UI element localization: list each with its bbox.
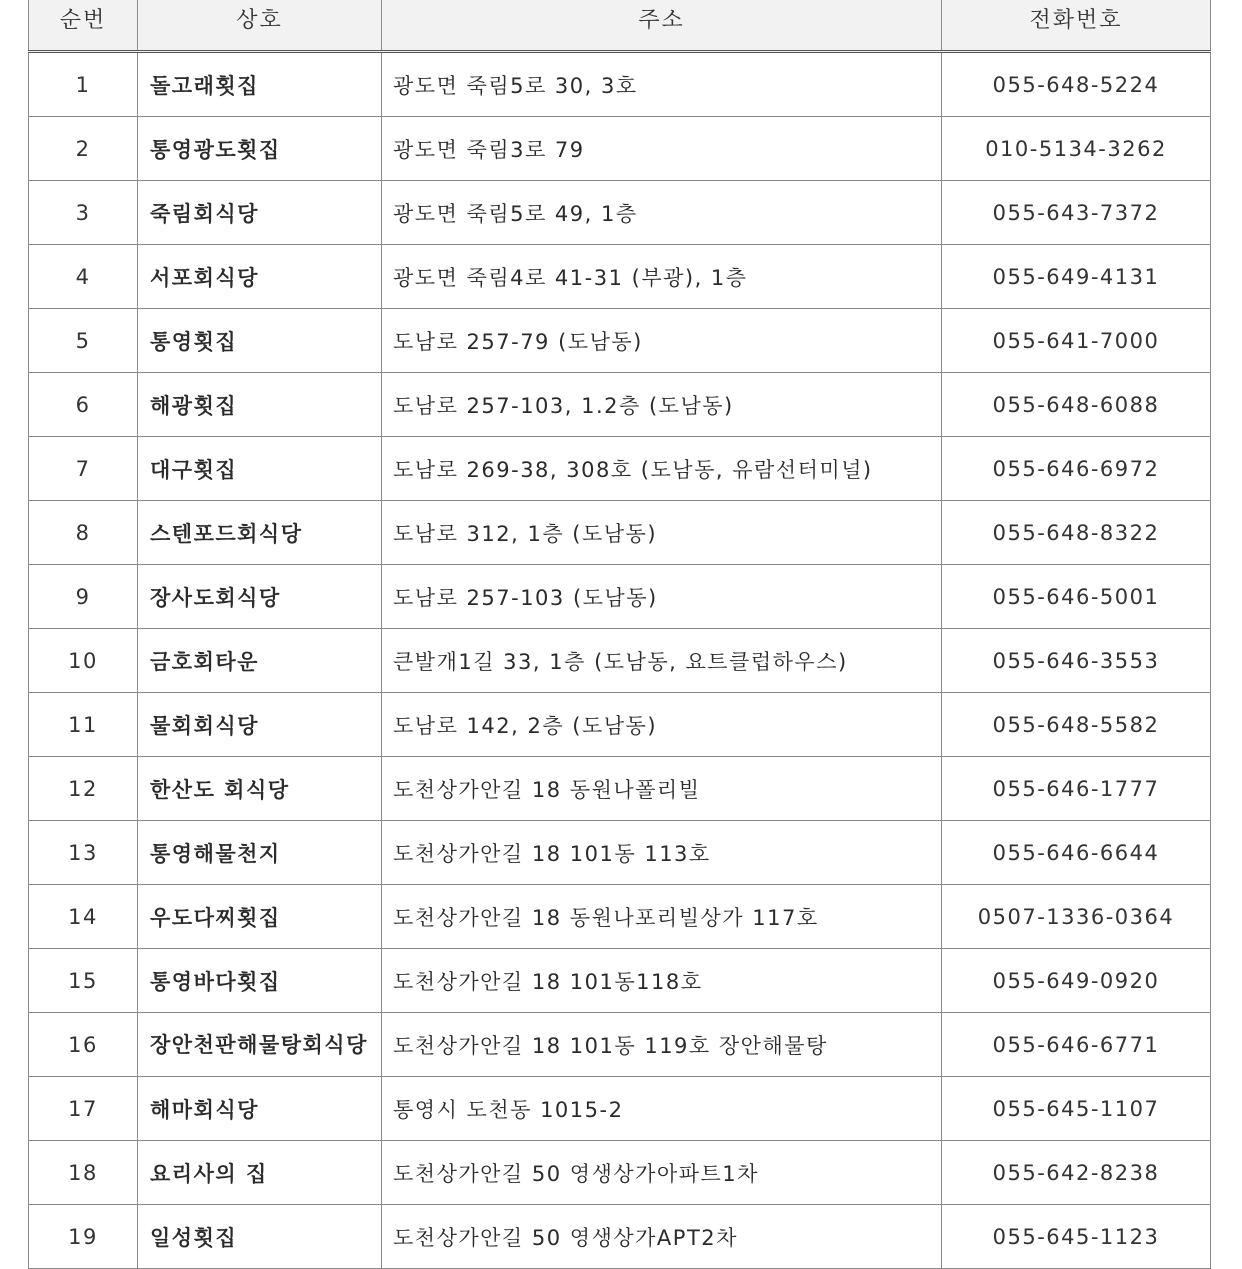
- row-phone: 055-649-4131: [942, 245, 1211, 309]
- row-name: 스텐포드회식당: [138, 501, 382, 565]
- row-address: 도천상가안길 18 101동 113호: [382, 821, 942, 885]
- row-number: 6: [29, 373, 138, 437]
- table-row: [29, 949, 1211, 1013]
- row-name: 통영횟집: [138, 309, 382, 373]
- table-row: [29, 629, 1211, 693]
- row-address: 큰발개1길 33, 1층 (도남동, 요트클럽하우스): [382, 629, 942, 693]
- row-name: 물회회식당: [138, 693, 382, 757]
- row-number: 9: [29, 565, 138, 629]
- row-name: 해마회식당: [138, 1077, 382, 1141]
- row-phone: 055-649-0920: [942, 949, 1211, 1013]
- table-row: [29, 117, 1211, 181]
- row-name: 대구횟집: [138, 437, 382, 501]
- row-address: 도천상가안길 50 영생상가아파트1차: [382, 1141, 942, 1205]
- table-row: [29, 437, 1211, 501]
- row-number: 5: [29, 309, 138, 373]
- row-phone: 010-5134-3262: [942, 117, 1211, 181]
- row-number: 7: [29, 437, 138, 501]
- row-address: 도남로 257-79 (도남동): [382, 309, 942, 373]
- row-address: 도천상가안길 18 101동118호: [382, 949, 942, 1013]
- row-number: 2: [29, 117, 138, 181]
- row-name: 금호회타운: [138, 629, 382, 693]
- table-row: [29, 181, 1211, 245]
- row-phone: 055-645-1123: [942, 1205, 1211, 1269]
- row-number: 19: [29, 1205, 138, 1269]
- row-number: 8: [29, 501, 138, 565]
- restaurant-list-sheet: [28, 0, 1210, 1269]
- table-row: [29, 757, 1211, 821]
- table-row: [29, 565, 1211, 629]
- row-phone: 055-646-5001: [942, 565, 1211, 629]
- row-phone: 055-646-6644: [942, 821, 1211, 885]
- row-number: 10: [29, 629, 138, 693]
- row-phone: 055-648-8322: [942, 501, 1211, 565]
- row-address: 광도면 죽림5로 30, 3호: [382, 52, 942, 117]
- row-name: 돌고래횟집: [138, 52, 382, 117]
- row-number: 16: [29, 1013, 138, 1077]
- table-row: [29, 52, 1211, 117]
- row-name: 장안천판해물탕회식당: [138, 1013, 382, 1077]
- header-no: 순번: [29, 0, 138, 52]
- row-address: 도남로 142, 2층 (도남동): [382, 693, 942, 757]
- row-phone: 055-646-6771: [942, 1013, 1211, 1077]
- row-phone: 055-641-7000: [942, 309, 1211, 373]
- row-name: 통영광도횟집: [138, 117, 382, 181]
- row-name: 죽림회식당: [138, 181, 382, 245]
- table-row: [29, 693, 1211, 757]
- row-number: 3: [29, 181, 138, 245]
- row-phone: 055-642-8238: [942, 1141, 1211, 1205]
- table-row: [29, 1013, 1211, 1077]
- row-name: 한산도 회식당: [138, 757, 382, 821]
- row-name: 장사도회식당: [138, 565, 382, 629]
- row-phone: 055-646-6972: [942, 437, 1211, 501]
- row-number: 15: [29, 949, 138, 1013]
- row-number: 12: [29, 757, 138, 821]
- row-address: 도남로 257-103 (도남동): [382, 565, 942, 629]
- row-address: 도천상가안길 18 101동 119호 장안해물탕: [382, 1013, 942, 1077]
- row-name: 통영해물천지: [138, 821, 382, 885]
- row-name: 서포회식당: [138, 245, 382, 309]
- header-address: 주소: [382, 0, 942, 52]
- row-name: 우도다찌횟집: [138, 885, 382, 949]
- row-phone: 055-646-3553: [942, 629, 1211, 693]
- row-phone: 055-648-5582: [942, 693, 1211, 757]
- header-phone: 전화번호: [942, 0, 1211, 52]
- table-row: [29, 1141, 1211, 1205]
- row-address: 광도면 죽림5로 49, 1층: [382, 181, 942, 245]
- row-phone: 0507-1336-0364: [942, 885, 1211, 949]
- row-number: 13: [29, 821, 138, 885]
- row-number: 11: [29, 693, 138, 757]
- row-phone: 055-646-1777: [942, 757, 1211, 821]
- table-row: [29, 309, 1211, 373]
- row-number: 17: [29, 1077, 138, 1141]
- table-row: [29, 373, 1211, 437]
- row-phone: 055-648-5224: [942, 52, 1211, 117]
- row-address: 통영시 도천동 1015-2: [382, 1077, 942, 1141]
- row-address: 도남로 269-38, 308호 (도남동, 유람선터미널): [382, 437, 942, 501]
- row-number: 4: [29, 245, 138, 309]
- row-name: 요리사의 집: [138, 1141, 382, 1205]
- row-name: 일성횟집: [138, 1205, 382, 1269]
- restaurant-table: [28, 0, 1211, 1269]
- table-row: [29, 1077, 1211, 1141]
- row-number: 14: [29, 885, 138, 949]
- row-address: 도천상가안길 18 동원나포리빌상가 117호: [382, 885, 942, 949]
- row-address: 도남로 257-103, 1.2층 (도남동): [382, 373, 942, 437]
- table-row: [29, 245, 1211, 309]
- row-name: 해광횟집: [138, 373, 382, 437]
- table-row: [29, 885, 1211, 949]
- table-row: [29, 501, 1211, 565]
- row-phone: 055-645-1107: [942, 1077, 1211, 1141]
- row-number: 1: [29, 52, 138, 117]
- row-phone: 055-648-6088: [942, 373, 1211, 437]
- row-address: 도남로 312, 1층 (도남동): [382, 501, 942, 565]
- table-row: [29, 821, 1211, 885]
- row-address: 광도면 죽림4로 41-31 (부광), 1층: [382, 245, 942, 309]
- row-phone: 055-643-7372: [942, 181, 1211, 245]
- header-name: 상호: [138, 0, 382, 52]
- row-address: 도천상가안길 50 영생상가APT2차: [382, 1205, 942, 1269]
- row-address: 도천상가안길 18 동원나폴리빌: [382, 757, 942, 821]
- row-number: 18: [29, 1141, 138, 1205]
- table-header-row: [29, 0, 1211, 52]
- row-name: 통영바다횟집: [138, 949, 382, 1013]
- row-address: 광도면 죽림3로 79: [382, 117, 942, 181]
- table-row: [29, 1205, 1211, 1269]
